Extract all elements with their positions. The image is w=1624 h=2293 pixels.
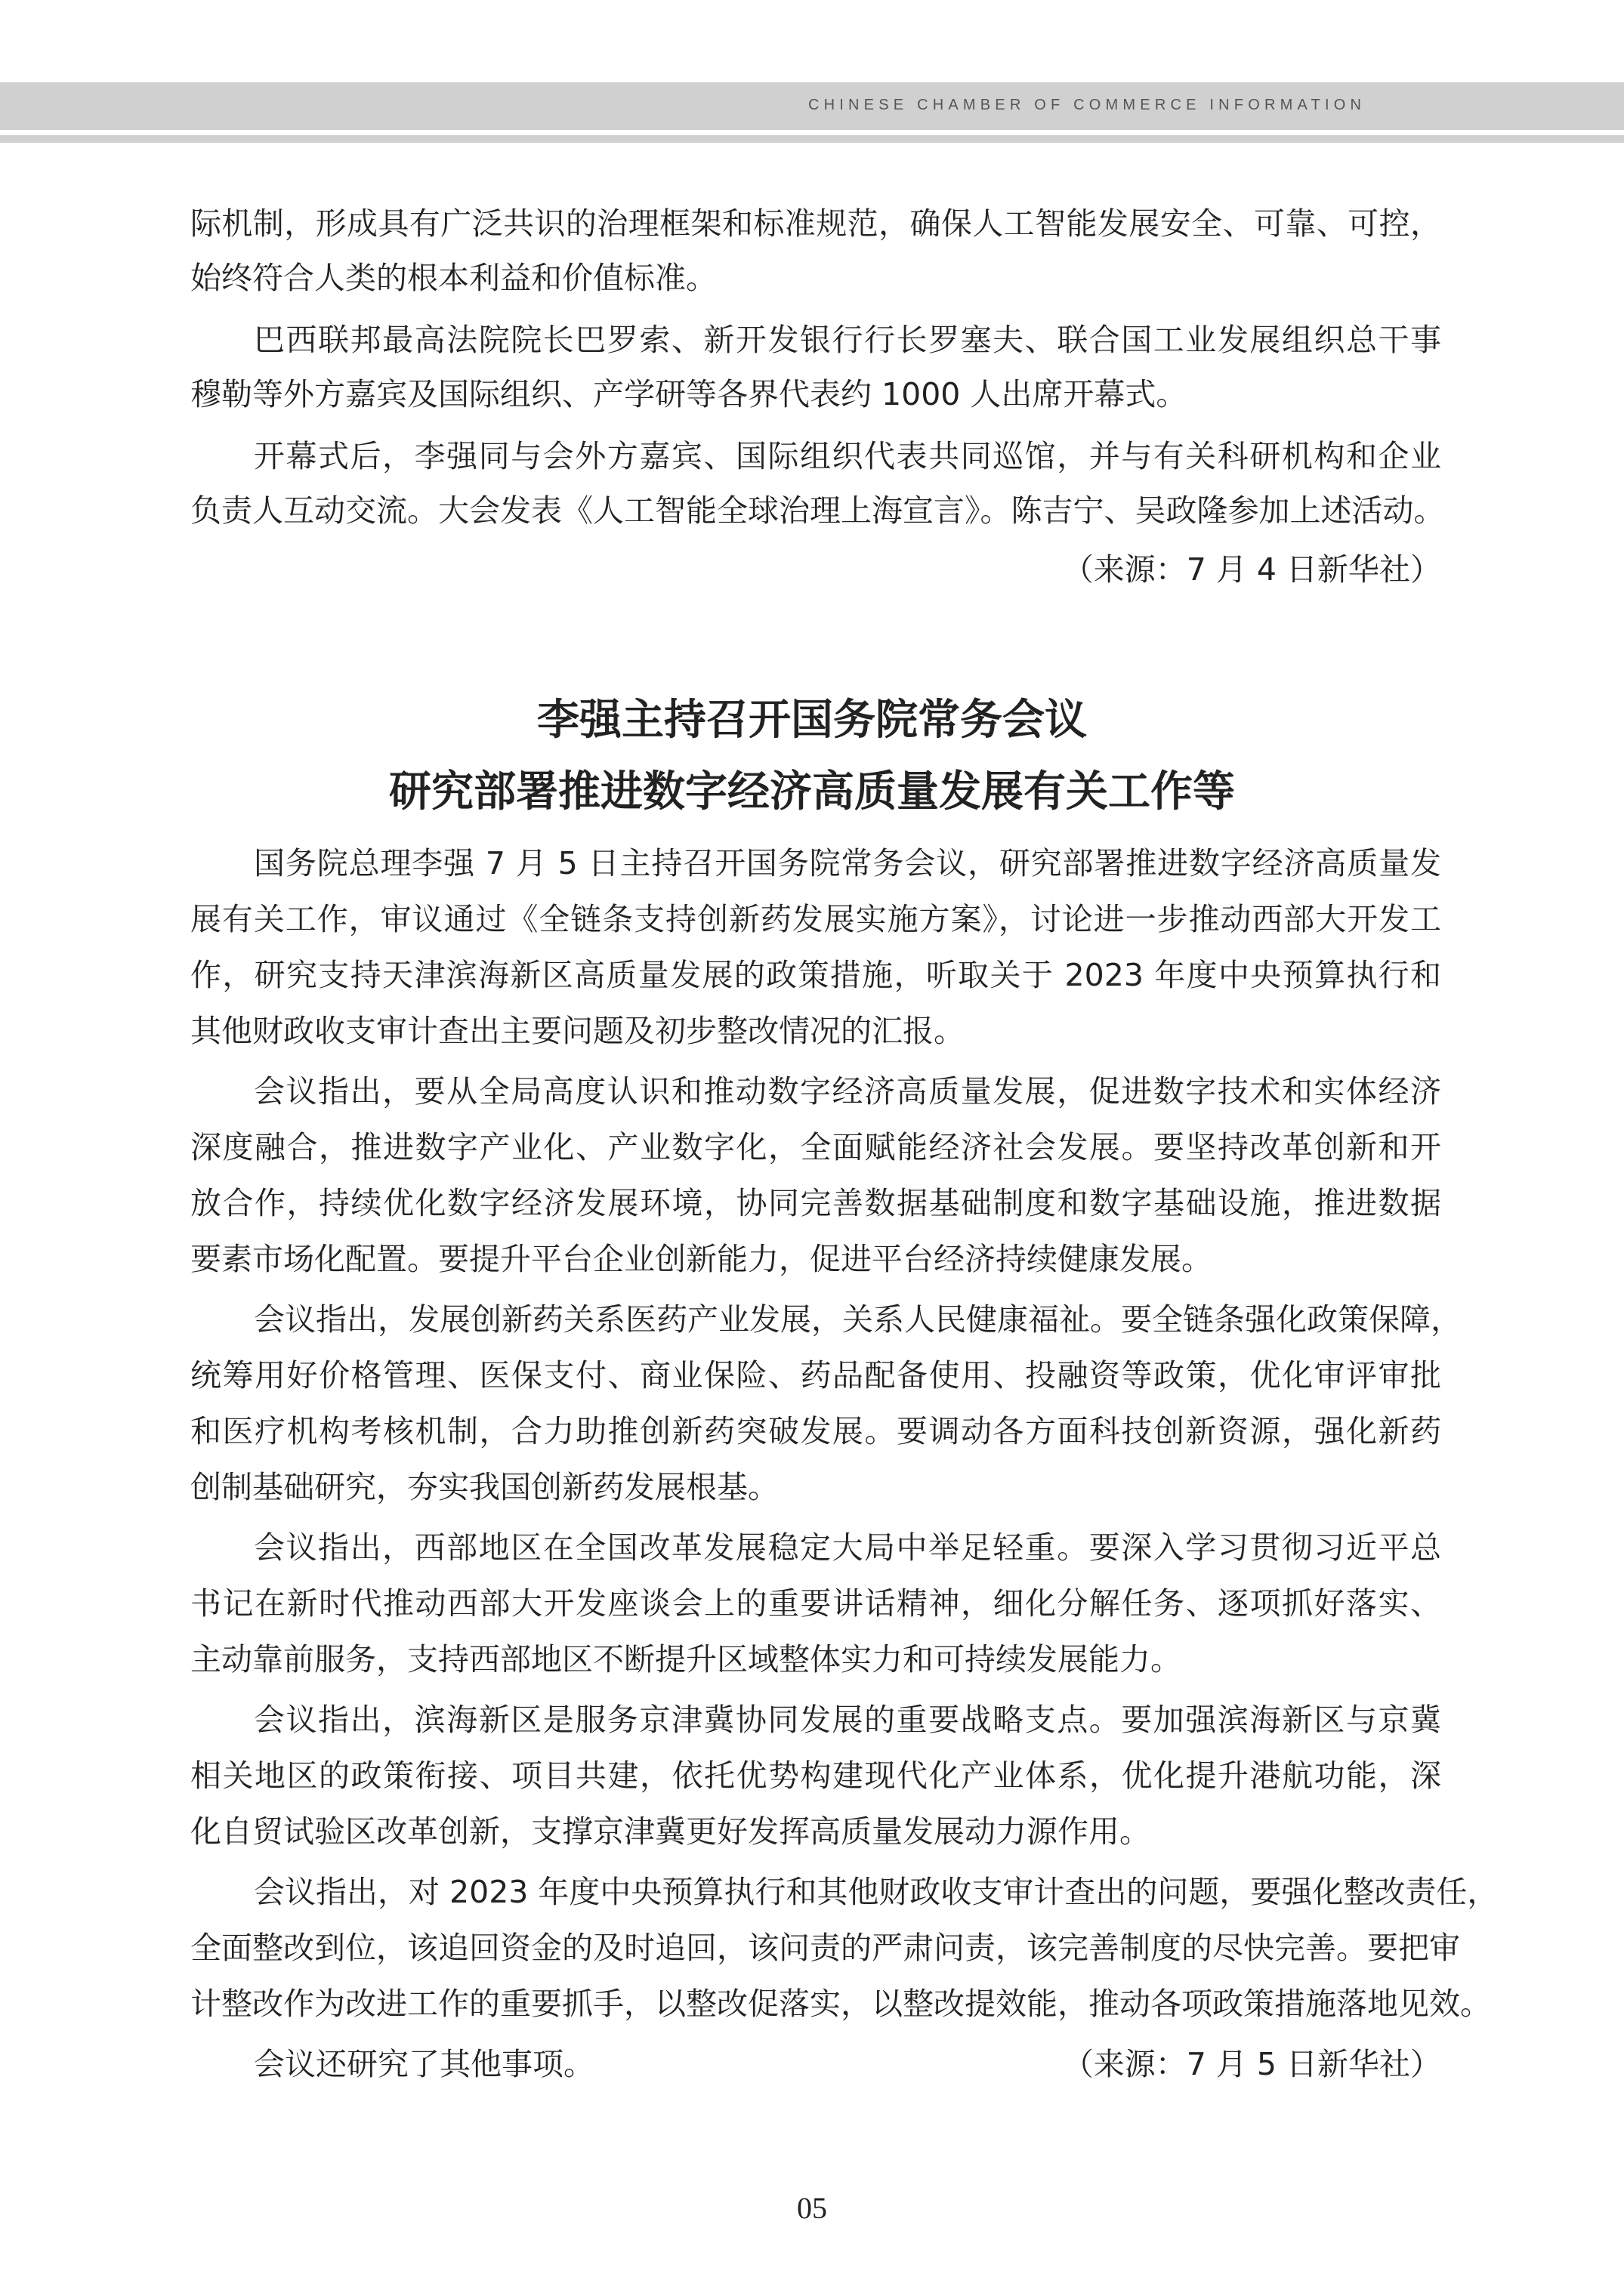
text-line: 际机制，形成具有广泛共识的治理框架和标准规范，确保人工智能发展安全、可靠、可控， <box>190 205 1441 242</box>
header-stripe <box>0 135 1624 143</box>
paragraph <box>190 1692 1441 1859</box>
paragraph <box>190 429 1445 538</box>
paragraph <box>190 1063 1441 1287</box>
text-line: 会议指出，滨海新区是服务京津冀协同发展的重要战略支点。要加强滨海新区与京冀 <box>254 1702 1441 1738</box>
text-line: 负责人互动交流。大会发表《人工智能全球治理上海宣言》。陈吉宁、吴政隆参加上述活动。 <box>190 492 1445 529</box>
text-line: 计整改作为改进工作的重要抓手，以整改促落实，以整改提效能，推动各项政策措施落地见效。 <box>190 1986 1491 2022</box>
article-1-source: （来源：7 月 4 日新华社） <box>1062 551 1441 588</box>
text-line: 全面整改到位，该追回资金的及时追回，该问责的严肃问责，该完善制度的尽快完善。要把审 <box>190 1930 1460 1966</box>
text-line: 始终符合人类的根本利益和价值标准。 <box>190 260 717 296</box>
closing-text: 会议还研究了其他事项。 <box>254 2046 594 2082</box>
text-line: 会议指出，发展创新药关系医药产业发展，关系人民健康福祉。要全链条强化政策保障， <box>254 1301 1462 1338</box>
text-line: 会议指出，要从全局高度认识和推动数字经济高质量发展，促进数字技术和实体经济 <box>254 1073 1441 1109</box>
title-line: 研究部署推进数字经济高质量发展有关工作等 <box>389 767 1235 816</box>
text-line: 展有关工作，审议通过《全链条支持创新药发展实施方案》，讨论进一步推动西部大开发工 <box>190 901 1441 937</box>
paragraph <box>190 835 1441 1059</box>
paragraph <box>190 1520 1441 1687</box>
text-line: 国务院总理李强 7 月 5 日主持召开国务院常务会议，研究部署推进数字经济高质量发 <box>254 845 1441 881</box>
article-2-source: （来源：7 月 5 日新华社） <box>1062 2046 1441 2082</box>
closing-row <box>190 2036 1441 2092</box>
text-line: 创制基础研究，夯实我国创新药发展根基。 <box>190 1469 779 1505</box>
text-line: 相关地区的政策衔接、项目共建，依托优势构建现代化产业体系，优化提升港航功能，深 <box>190 1758 1441 1794</box>
paragraph <box>190 313 1441 421</box>
text-line: 放合作，持续优化数字经济发展环境，协同完善数据基础制度和数字基础设施，推进数据 <box>190 1185 1441 1221</box>
text-line: 书记在新时代推动西部大开发座谈会上的重要讲话精神，细化分解任务、逐项抓好落实、 <box>190 1585 1441 1622</box>
publication-name: CHINESE CHAMBER OF COMMERCE INFORMATION <box>808 97 1366 113</box>
text-line: 会议指出，对 2023 年度中央预算执行和其他财政收支审计查出的问题，要强化整改责任， <box>254 1874 1499 1910</box>
text-line: 和医疗机构考核机制，合力助推创新药突破发展。要调动各方面科技创新资源，强化新药 <box>190 1413 1441 1449</box>
text-line: 化自贸试验区改革创新，支撑京津冀更好发挥高质量发展动力源作用。 <box>190 1813 1150 1850</box>
text-line: 开幕式后，李强同与会外方嘉宾、国际组织代表共同巡馆，并与有关科研机构和企业 <box>254 438 1441 474</box>
paragraph <box>190 196 1441 305</box>
paragraph <box>190 1292 1462 1515</box>
text-line: 深度融合，推进数字产业化、产业数字化，全面赋能经济社会发展。要坚持改革创新和开 <box>190 1129 1441 1165</box>
text-line: 作，研究支持天津滨海新区高质量发展的政策措施，听取关于 2023 年度中央预算执行和 <box>190 957 1441 993</box>
text-line: 要素市场化配置。要提升平台企业创新能力，促进平台经济持续健康发展。 <box>190 1241 1212 1277</box>
text-line: 巴西联邦最高法院院长巴罗索、新开发银行行长罗塞夫、联合国工业发展组织总干事 <box>254 322 1441 358</box>
text-line: 穆勒等外方嘉宾及国际组织、产学研等各界代表约 1000 人出席开幕式。 <box>190 376 1187 412</box>
text-line: 会议指出，西部地区在全国改革发展稳定大局中举足轻重。要深入学习贯彻习近平总 <box>254 1529 1441 1566</box>
text-line: 主动靠前服务，支持西部地区不断提升区域整体实力和可持续发展能力。 <box>190 1641 1181 1677</box>
page-number: 05 <box>797 2191 827 2225</box>
title-line: 李强主持召开国务院常务会议 <box>537 696 1087 745</box>
article-2-title <box>0 684 1624 828</box>
article-2-body <box>190 835 1499 2092</box>
article-1-body <box>190 196 1445 597</box>
paragraph <box>190 1864 1499 2032</box>
text-line: 其他财政收支审计查出主要问题及初步整改情况的汇报。 <box>190 1013 965 1049</box>
text-line: 统筹用好价格管理、医保支付、商业保险、药品配备使用、投融资等政策，优化审评审批 <box>190 1357 1441 1393</box>
